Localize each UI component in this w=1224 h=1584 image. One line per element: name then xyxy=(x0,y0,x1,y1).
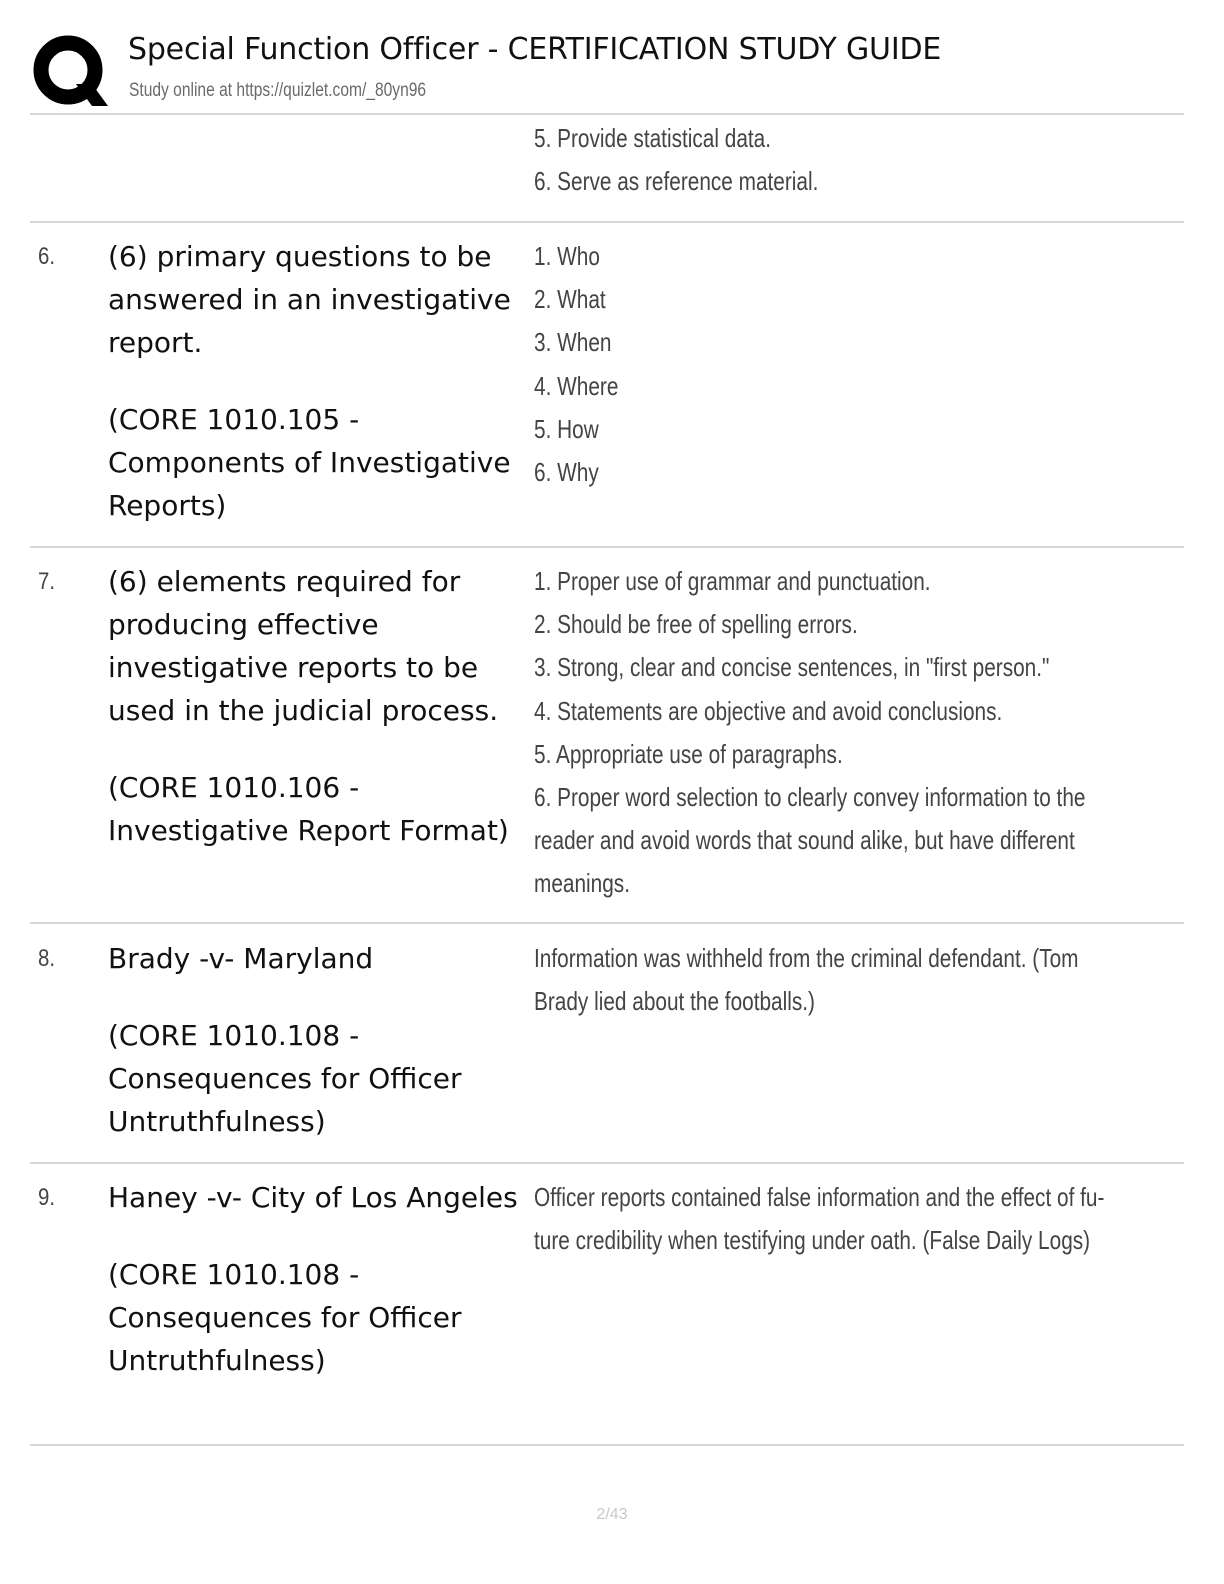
card-definition xyxy=(534,937,1158,1023)
divider xyxy=(30,113,1184,115)
term-text: Brady -v- Maryland xyxy=(108,942,374,975)
definition-line: Officer reports contained false information and the effect of fu- xyxy=(534,1182,1105,1212)
definition-line: 1. Proper use of grammar and punctuation. xyxy=(534,566,931,596)
card-definition xyxy=(534,117,1158,203)
term-text: Haney -v- City of Los Angeles xyxy=(108,1181,518,1214)
definition-line: ture credibility when testifying under oath. (False Daily Logs) xyxy=(534,1225,1091,1256)
definition-line: Information was withheld from the criminal defendant. (Tom xyxy=(534,943,1079,973)
definition-line: 6. Serve as reference material. xyxy=(534,166,819,197)
card-term xyxy=(108,235,538,561)
definition-line: Brady lied about the footballs.) xyxy=(534,986,815,1017)
definition-line: 2. Should be free of spelling errors. xyxy=(534,609,858,640)
definition-line: 4. Where xyxy=(534,370,619,401)
page-number: 2/43 xyxy=(596,1506,628,1523)
card-definition xyxy=(534,1176,1158,1262)
definition-line: reader and avoid words that sound alike, but have different xyxy=(534,825,1075,856)
divider xyxy=(30,1444,1184,1446)
document-title: Special Function Officer - CERTIFICATION STUDY GUIDE xyxy=(128,32,942,67)
study-online-link[interactable]: Study online at https://quizlet.com/_80yn96 xyxy=(129,80,427,101)
term-text: (6) primary questions to be answered in an investigative report. xyxy=(108,240,511,359)
definition-line: 6. Proper word selection to clearly convey information to the xyxy=(534,782,1086,813)
definition-line: 3. Strong, clear and concise sentences, in "first person." xyxy=(534,652,1050,683)
card-term xyxy=(108,937,538,1177)
card-definition xyxy=(534,560,1158,906)
card-number: 9. xyxy=(38,1184,56,1211)
term-reference: (CORE 1010.108 - Consequences for Officer Untruthfulness) xyxy=(108,1019,462,1138)
definition-line: 5. Provide statistical data. xyxy=(534,123,772,153)
definition-line: meanings. xyxy=(534,868,630,899)
card-definition xyxy=(534,235,1158,494)
term-reference: (CORE 1010.105 - Components of Investigative Reports) xyxy=(108,403,511,522)
definition-line: 1. Who xyxy=(534,241,600,271)
definition-line: 5. Appropriate use of paragraphs. xyxy=(534,738,843,769)
definition-line: 3. When xyxy=(534,327,612,358)
divider xyxy=(30,221,1184,223)
card-number: 7. xyxy=(38,568,56,595)
quizlet-logo-icon xyxy=(32,34,108,110)
term-text: (6) elements required for producing effective investigative reports to be used in the judicial process. xyxy=(108,565,499,727)
term-reference: (CORE 1010.106 - Investigative Report Format) xyxy=(108,771,509,847)
card-number: 8. xyxy=(38,945,56,972)
definition-line: 2. What xyxy=(534,284,606,315)
card-number: 6. xyxy=(38,243,56,270)
definition-line: 4. Statements are objective and avoid conclusions. xyxy=(534,695,1003,726)
divider xyxy=(30,1162,1184,1164)
card-term xyxy=(108,1176,538,1416)
card-term xyxy=(108,560,538,886)
definition-line: 6. Why xyxy=(534,457,599,488)
term-reference: (CORE 1010.108 - Consequences for Officer Untruthfulness) xyxy=(108,1258,462,1377)
divider xyxy=(30,546,1184,548)
definition-line: 5. How xyxy=(534,413,599,444)
page-header xyxy=(30,28,1190,114)
divider xyxy=(30,922,1184,924)
